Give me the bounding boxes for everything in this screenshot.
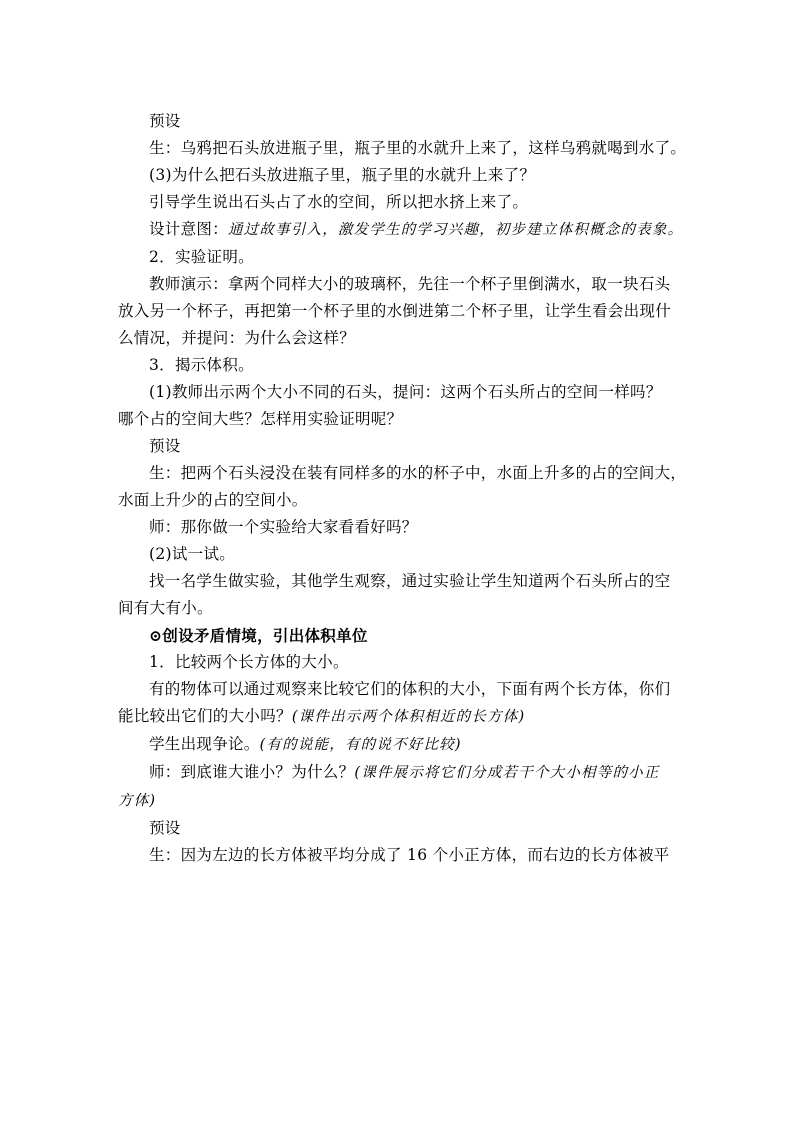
section-heading: 2．实验证明。 [149, 248, 254, 266]
text-line: (3)为什么把石头放进瓶子里，瓶子里的水就升上来了？ [149, 166, 536, 184]
courseware-note: 方体) [118, 793, 157, 809]
text-line: 生：因为左边的长方体被平均分成了 16 个小正方体，而右边的长方体被平 [149, 846, 670, 864]
document-body [118, 108, 687, 869]
text-line: 学生出现争论。(有的说能，有的说不好比较) [149, 735, 462, 753]
section-heading: 1．比较两个长方体的大小。 [149, 653, 349, 671]
courseware-note: (课件出示两个体积相近的长方体) [291, 709, 526, 725]
text-line: (2)试一试。 [149, 545, 236, 563]
text-line: 能比较出它们的大小吗？(课件出示两个体积相近的长方体) [118, 707, 526, 725]
courseware-note: (课件展示将它们分成若干个大小相等的小正 [354, 765, 660, 781]
text-line: (1)教师出示两个大小不同的石头，提问：这两个石头所占的空间一样吗？ [149, 383, 662, 401]
text-line: 间有大有小。 [118, 599, 213, 617]
text-line: 哪个占的空间大些？怎样用实验证明呢？ [118, 410, 403, 428]
text-line [118, 433, 678, 460]
text-line: 放入另一个杯子，再把第一个杯子里的水倒进第二个杯子里，让学生看会出现什 [118, 302, 672, 320]
text-line [118, 787, 678, 815]
text-line: 教师演示：拿两个同样大小的玻璃杯，先往一个杯子里倒满水，取一块石头 [149, 275, 671, 293]
text-line: 生：乌鸦把石头放进瓶子里，瓶子里的水就升上来了，这样乌鸦就喝到水了。 [149, 139, 687, 157]
text-line: 找一名学生做实验，其他学生观察，通过实验让学生知道两个石头所占的空 [149, 572, 671, 590]
design-intent-text: 通过故事引入，激发学生的学习兴趣，初步建立体积概念的表象。 [228, 222, 684, 238]
courseware-note: (有的说能，有的说不好比较) [259, 737, 462, 753]
text-line: 生：把两个石头浸没在装有同样多的水的杯子中，水面上升多的占的空间大， [149, 464, 687, 482]
text-line: 么情况，并提问：为什么会这样？ [118, 329, 356, 347]
text-line: 师：到底谁大谁小？为什么？(课件展示将它们分成若干个大小相等的小正 [149, 763, 660, 781]
design-intent-line [118, 216, 684, 244]
section-heading-bold: ⊙创设矛盾情境，引出体积单位 [149, 626, 368, 645]
section-heading: 3．揭示体积。 [149, 356, 254, 374]
design-intent-label: 设计意图： [149, 220, 229, 238]
preset-label: 预设 [149, 819, 181, 837]
preset-label: 预设 [149, 112, 181, 130]
preset-label: 预设 [149, 437, 181, 455]
text-line [118, 815, 678, 842]
text-line: 有的物体可以通过观察来比较它们的体积的大小，下面有两个长方体，你们 [149, 680, 671, 698]
text-line: 水面上升少的占的空间小。 [118, 491, 308, 509]
text-line: 师：那你做一个实验给大家看看好吗？ [149, 518, 418, 536]
text-line: 引导学生说出石头占了水的空间，所以把水挤上来了。 [149, 193, 529, 211]
text-line [118, 108, 678, 135]
